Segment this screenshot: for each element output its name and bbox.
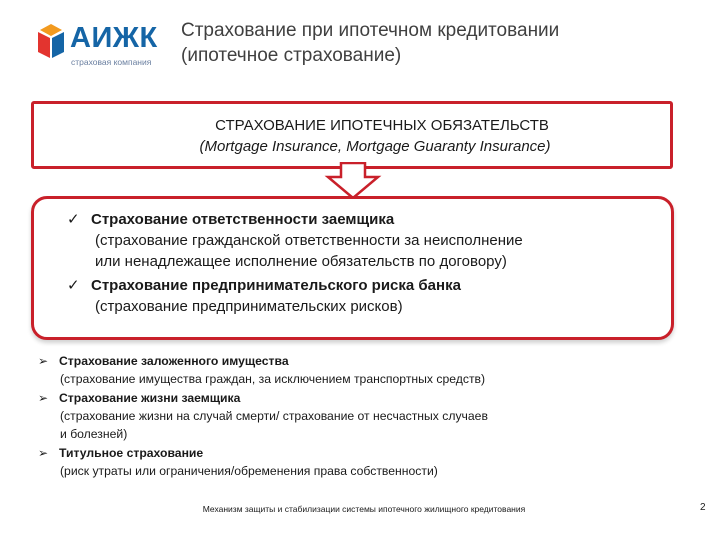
list-item (67, 275, 461, 317)
logo-wordmark: АИЖК (70, 22, 158, 54)
item-desc-line-1: (страхование предпринимательских рисков) (95, 298, 403, 315)
item-desc-line-2: или ненадлежащее исполнение обязательств по договору) (95, 253, 507, 270)
item-desc-line-1: (страхование имущества граждан, за исключением транспортных средств) (60, 372, 486, 386)
page-number: 2 (700, 502, 706, 513)
logo-subtitle: страховая компания (71, 57, 152, 67)
item-desc-line-1: (риск утраты или ограничения/обременения права собственности) (60, 464, 438, 478)
page-title (181, 18, 559, 68)
list-item (38, 389, 488, 443)
list-item (38, 352, 488, 388)
title-line-2: (ипотечное страхование) (181, 45, 402, 66)
list-item (67, 209, 523, 272)
item-desc-line-1: (страхование гражданской ответственности за неисполнение (95, 232, 523, 249)
arrow-bullet-icon: ➢ (38, 354, 49, 368)
item-title: Страхование заложенного имущества (59, 354, 289, 368)
item-title: Титульное страхование (59, 446, 204, 460)
footer-text: Механизм защиты и стабилизации системы ипотечного жилищного кредитования (202, 504, 526, 514)
list-item (38, 444, 488, 480)
item-desc-line-2: и болезней) (60, 427, 128, 441)
mortgage-insurance-box (31, 101, 673, 169)
arrow-bullet-icon: ➢ (38, 391, 49, 405)
item-title: Страхование предпринимательского риска банка (91, 277, 461, 294)
logo-book-icon (36, 24, 66, 60)
box-heading: СТРАХОВАНИЕ ИПОТЕЧНЫХ ОБЯЗАТЕЛЬСТВ (215, 117, 549, 134)
company-logo (36, 20, 166, 68)
arrow-bullet-icon: ➢ (38, 446, 49, 460)
liability-insurance-box (31, 196, 674, 340)
checkmark-icon: ✓ (67, 211, 80, 228)
box-subheading: (Mortgage Insurance, Mortgage Guaranty Insurance) (199, 138, 551, 155)
down-arrow-icon (324, 162, 382, 200)
item-title: Страхование ответственности заемщика (91, 211, 395, 228)
item-title: Страхование жизни заемщика (59, 391, 241, 405)
insurance-types-list (38, 352, 488, 481)
checkmark-icon: ✓ (67, 277, 80, 294)
item-desc-line-1: (страхование жизни на случай смерти/ страхование от несчастных случаев (60, 409, 488, 423)
title-line-1: Страхование при ипотечном кредитовании (181, 20, 560, 41)
